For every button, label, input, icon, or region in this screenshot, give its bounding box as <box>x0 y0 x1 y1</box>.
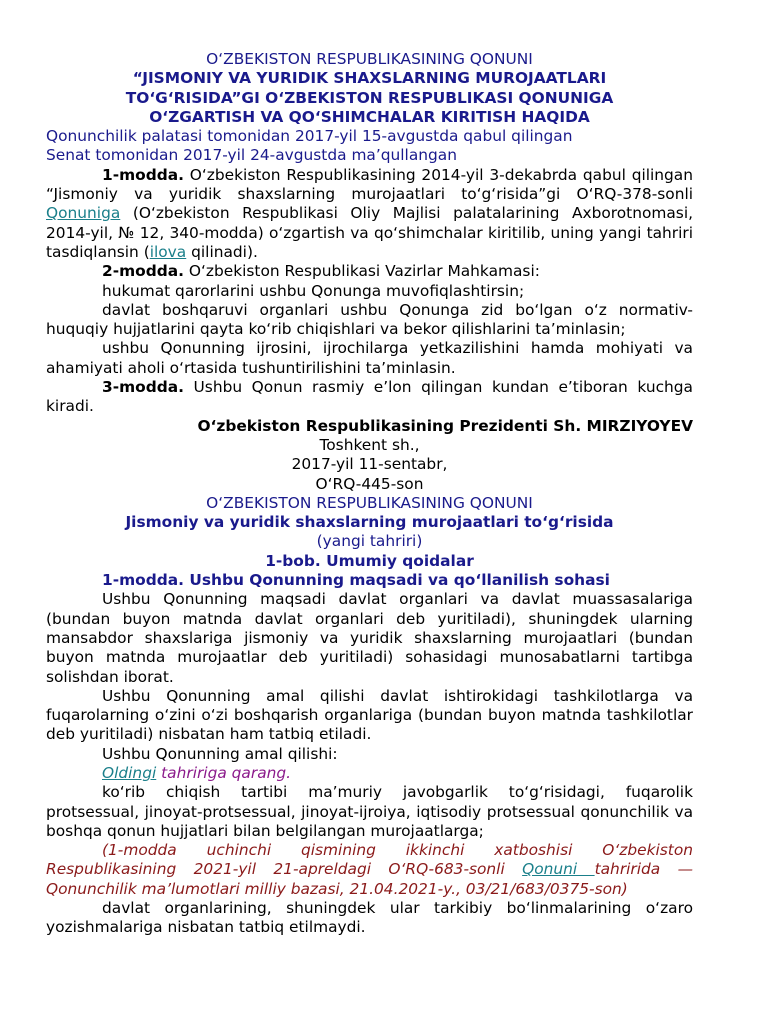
article-3-text: Ushbu Qonun rasmiy e’lon qilingan kundan e’tiboran kuchga kiradi. <box>46 378 693 416</box>
article-2-text: O‘zbekiston Respublikasi Vazirlar Mahkamasi: <box>183 262 540 281</box>
paragraph-2: Ushbu Qonunning amal qilishi davlat ishtirokidagi tashkilotlarga va fuqarolarning o‘zini o‘zi boshqarish organlariga (bundan buyon matnda tashkilotlar deb yuritiladi) nisbatan ham tatbiq etiladi. <box>46 686 693 744</box>
article-2-item-3: ushbu Qonunning ijrosini, ijrochilarga yetkazilishini hamda mohiyati va ahamiyati aholi o‘rtasida tushuntirilishini ta’minlasin. <box>46 339 693 377</box>
law-title-line3: O‘ZGARTISH VA QO‘SHIMCHALAR KIRITISH HAQIDA <box>149 107 590 126</box>
article-1-label: 1-modda. <box>102 165 184 184</box>
article-1-text-c: qilinadi). <box>186 242 258 261</box>
article-heading: 1-modda. Ushbu Qonunning maqsadi va qo‘llanilish sohasi <box>102 571 610 590</box>
article-2-item-1: hukumat qarorlarini ushbu Qonunga muvofiqlashtirsin; <box>102 281 525 300</box>
previous-version-link[interactable]: Oldingi <box>102 763 157 782</box>
ilova-link[interactable]: ilova <box>149 242 187 261</box>
article-1 <box>46 166 693 262</box>
approved-date: Senat tomonidan 2017-yil 24-avgustda ma’qullangan <box>46 146 457 165</box>
article-3-label: 3-modda. <box>102 378 184 397</box>
paragraph-5: davlat organlarining, shuningdek ular tarkibiy bo‘linmalarining o‘zaro yozishmalariga nisbatan tatbiq etilmaydi. <box>46 899 693 937</box>
president-signature: O‘zbekiston Respublikasining Prezidenti Sh. MIRZIYOYEV <box>197 416 693 435</box>
qonuni-link[interactable]: Qonuni <box>522 860 595 879</box>
signature-date: 2017-yil 11-sentabr, <box>291 455 448 474</box>
document-body <box>46 50 693 938</box>
law2-label: O‘ZBEKISTON RESPUBLIKASINING QONUNI <box>206 493 533 512</box>
paragraph-4: ko‘rib chiqish tartibi ma’muriy javobgarlik to‘g‘risidagi, fuqarolik protsessual, jinoyat-protsessual, jinoyat-ijroiya, iqtisodiy protsessual qonunchilik va boshqa qonun hujjatlari bilan belgilangan murojaatlarga; <box>46 783 693 840</box>
previous-version-note <box>46 764 693 783</box>
paragraph-1: Ushbu Qonunning maqsadi davlat organlari va davlat muassasalariga (bundan buyon matnda davlat organlari deb yuritiladi), shuningdek ularning mansabdor shaxslariga jismoniy va yuridik shaxslarning murojaatlari (bundan buyon matnda murojaatlar deb yuritiladi) sohasidagi munosabatlarni tartibga solishdan iborat. <box>46 590 693 686</box>
article-2-item-2: davlat boshqaruvi organlari ushbu Qonunga zid bo‘lgan o‘z normativ-huquqiy hujjatlarini qayta ko‘rib chiqishlari va bekor qilishlarini ta’minlasin; <box>46 300 693 339</box>
adopted-date: Qonunchilik palatasi tomonidan 2017-yil 15-avgustda qabul qilingan <box>46 127 573 146</box>
article-1-text-a: O‘zbekiston Respublikasining 2014-yil 3-dekabrda qabul qilingan “Jismoniy va yuridik shaxslarning murojaatlari to‘g‘risida”gi O‘RQ-378-sonli <box>46 165 693 204</box>
paragraph-3: Ushbu Qonunning amal qilishi: <box>102 744 338 763</box>
signature-place: Toshkent sh., <box>319 435 420 454</box>
amendment-note-text-b: tahririda — Qonunchilik ma’lumotlari milliy bazasi, 21.04.2021-y., 03/21/683/0375-son) <box>46 860 693 898</box>
amendment-note-text-a: (1-modda uchinchi qismining ikkinchi xatboshisi O‘zbekiston Respublikasining 2021-yil 21-apreldagi O‘RQ-683-sonli <box>46 841 693 879</box>
law2-title: Jismoniy va yuridik shaxslarning murojaatlari to‘g‘risida <box>125 513 614 532</box>
signature-number: O‘RQ-445-son <box>315 474 424 493</box>
law-label: O‘ZBEKISTON RESPUBLIKASINING QONUNI <box>206 50 533 68</box>
qonuniga-link[interactable]: Qonuniga <box>46 204 121 223</box>
chapter-heading: 1-bob. Umumiy qoidalar <box>265 551 474 570</box>
law-title-line2: TO‘G‘RISIDA”GI O‘ZBEKISTON RESPUBLIKASI QONUNIGA <box>125 88 614 107</box>
law-title-line1: “JISMONIY VA YURIDIK SHAXSLARNING MUROJAATLARI <box>132 69 607 88</box>
article-1-text-b: (O‘zbekiston Respublikasi Oliy Majlisi palatalarining Axborotnomasi, 2014-yil, № 12, 340-modda) o‘zgartish va qo‘shimchalar kiritilib, uning yangi tahriri tasdiqlansin ( <box>46 204 693 261</box>
law2-subtitle: (yangi tahriri) <box>316 532 423 551</box>
article-3 <box>46 378 693 417</box>
article-2 <box>46 262 693 281</box>
article-2-label: 2-modda. <box>102 262 184 281</box>
amendment-note <box>46 841 693 899</box>
previous-version-text: tahririga qarang. <box>156 763 292 782</box>
